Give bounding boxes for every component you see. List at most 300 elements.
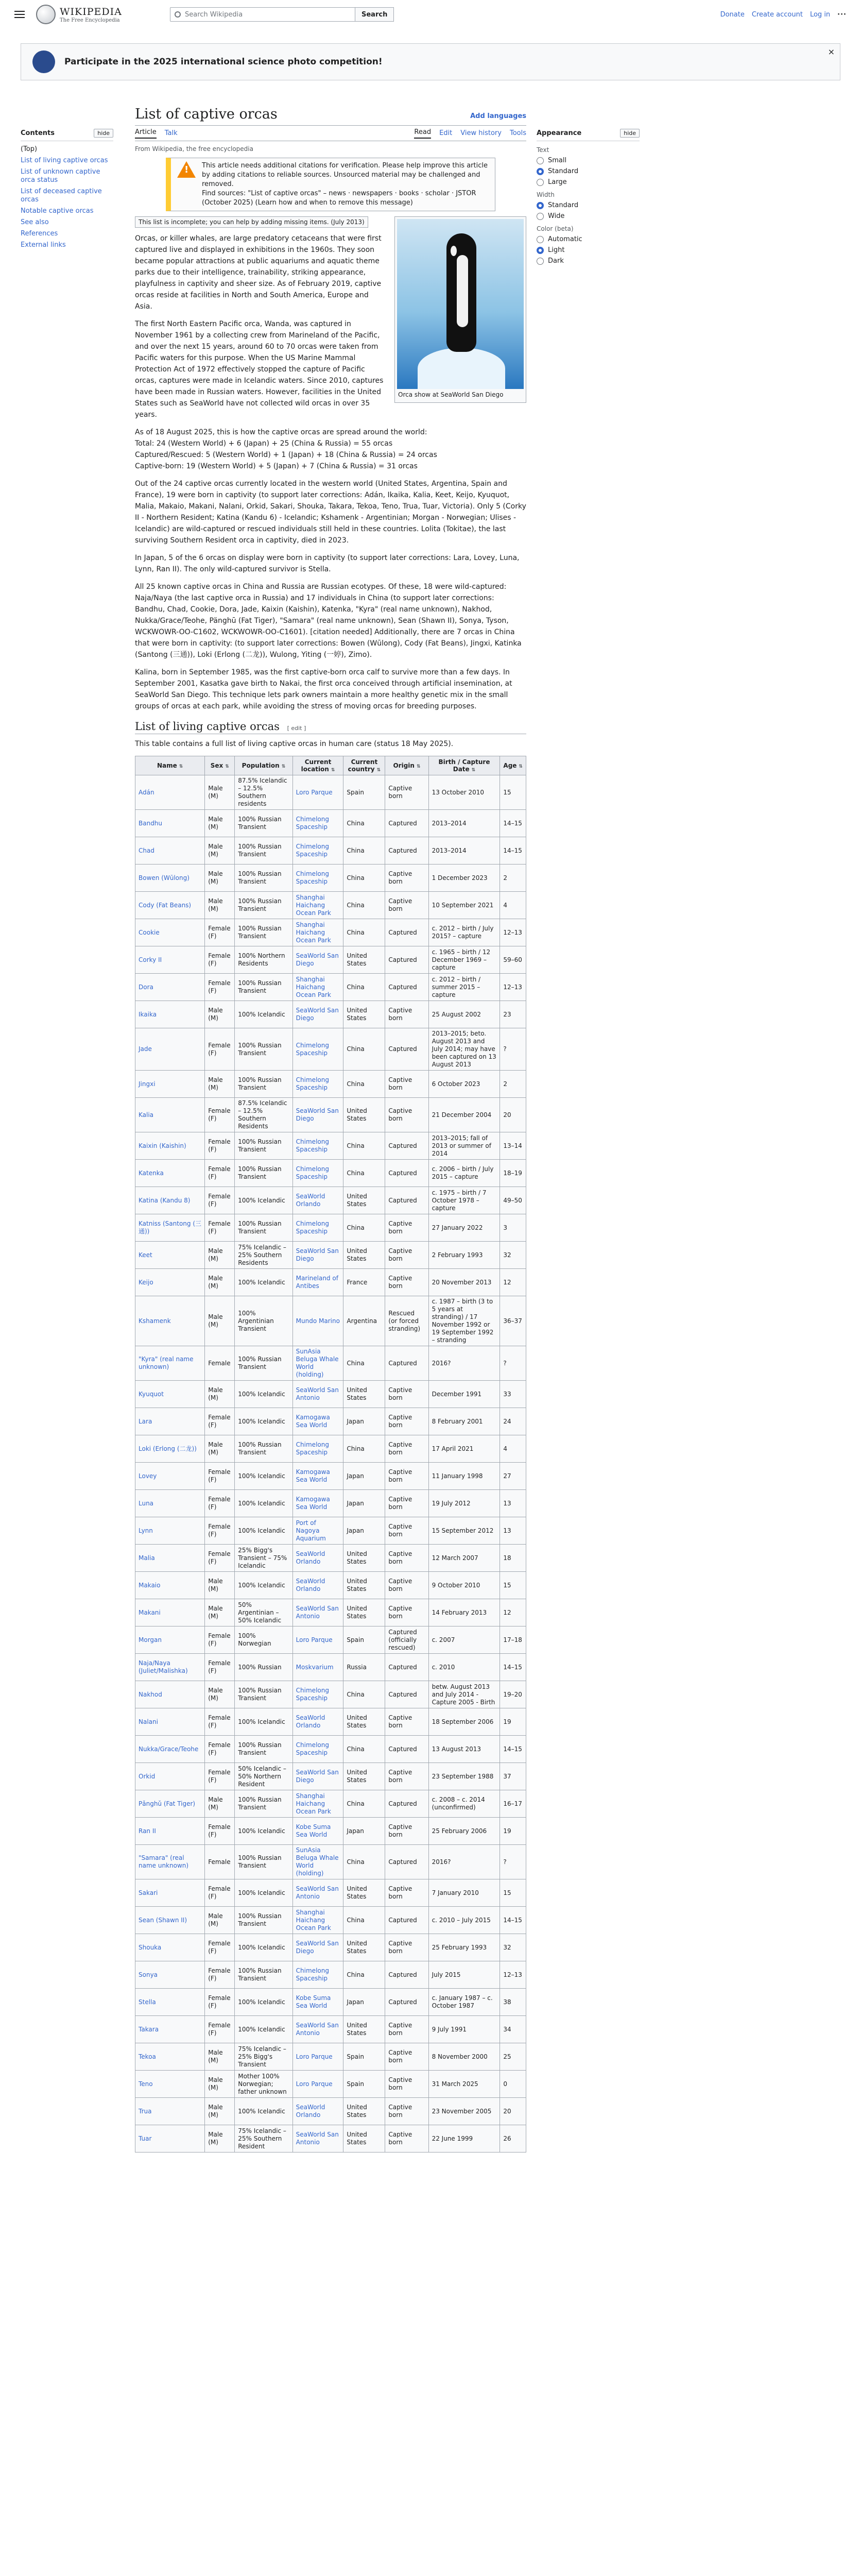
table-cell: 100% Russian Transient xyxy=(235,1961,292,1989)
user-links xyxy=(720,11,847,19)
table-row xyxy=(135,1961,526,1989)
table-cell: 23 xyxy=(500,1001,526,1028)
table-row xyxy=(135,1490,526,1517)
table-cell: United States xyxy=(343,1381,385,1408)
table-cell[interactable]: Chimelong Spaceship xyxy=(292,1071,343,1098)
table-cell[interactable]: Chad xyxy=(135,837,205,865)
table-row xyxy=(135,2071,526,2098)
table-row xyxy=(135,775,526,810)
table-cell: 100% Russian Transient xyxy=(235,1346,292,1381)
table-cell[interactable]: Chimelong Spaceship xyxy=(292,1214,343,1242)
table-cell: Male (M) xyxy=(205,2098,235,2125)
table-cell: 18–19 xyxy=(500,1160,526,1187)
table-row xyxy=(135,892,526,919)
table-cell: United States xyxy=(343,2016,385,2043)
table-cell: Captured xyxy=(385,1132,428,1160)
table-cell: Captured xyxy=(385,1989,428,2016)
table-cell: China xyxy=(343,1028,385,1071)
table-cell[interactable]: Sakari xyxy=(135,1879,205,1907)
table-cell: Argentina xyxy=(343,1296,385,1346)
radio-icon xyxy=(537,236,544,243)
table-cell[interactable]: Ikaika xyxy=(135,1001,205,1028)
table-cell: Spain xyxy=(343,1626,385,1654)
table-cell: Captive born xyxy=(385,2016,428,2043)
table-cell: Captive born xyxy=(385,1098,428,1132)
table-row xyxy=(135,1296,526,1346)
table-cell: 27 January 2022 xyxy=(428,1214,500,1242)
table-cell: Captive born xyxy=(385,2043,428,2071)
table-cell: Captive born xyxy=(385,892,428,919)
table-cell[interactable]: Luna xyxy=(135,1490,205,1517)
table-cell[interactable]: Bandhu xyxy=(135,810,205,837)
table-cell[interactable]: Kyuquot xyxy=(135,1381,205,1408)
table-row xyxy=(135,1626,526,1654)
table-cell[interactable]: Cody (Fat Beans) xyxy=(135,892,205,919)
table-cell[interactable]: Shanghai Haichang Ocean Park xyxy=(292,974,343,1001)
table-cell[interactable]: Kamogawa Sea World xyxy=(292,1463,343,1490)
table-cell: 25 August 2002 xyxy=(428,1001,500,1028)
table-cell[interactable]: Shanghai Haichang Ocean Park xyxy=(292,1907,343,1934)
table-cell[interactable]: Tuar xyxy=(135,2125,205,2153)
table-cell: Captive born xyxy=(385,1818,428,1845)
color-automatic[interactable] xyxy=(537,235,640,243)
table-row xyxy=(135,1242,526,1269)
table-cell: Male (M) xyxy=(205,2125,235,2153)
table-cell[interactable]: Chimelong Spaceship xyxy=(292,1961,343,1989)
table-cell[interactable]: Stella xyxy=(135,1989,205,2016)
table-cell: Captive born xyxy=(385,1763,428,1790)
toc-item-deceased[interactable]: List of deceased captive orcas xyxy=(21,188,102,204)
orca-eye-patch-shape xyxy=(451,246,457,256)
table-row xyxy=(135,1654,526,1681)
table-cell: Female (F) xyxy=(205,1132,235,1160)
option-label: Small xyxy=(548,157,567,164)
width-wide[interactable] xyxy=(537,212,640,220)
table-cell[interactable]: Chimelong Spaceship xyxy=(292,1736,343,1763)
table-cell: Mother 100% Norwegian; father unknown xyxy=(235,2071,292,2098)
table-cell[interactable]: Adán xyxy=(135,775,205,810)
width-label: Width xyxy=(537,191,555,198)
tagline: The Free Encyclopedia xyxy=(60,17,120,23)
table-cell: Female (F) xyxy=(205,1989,235,2016)
table-cell[interactable]: Chimelong Spaceship xyxy=(292,837,343,865)
table-cell[interactable]: Kaixin (Kaishin) xyxy=(135,1132,205,1160)
table-cell: 4 xyxy=(500,1435,526,1463)
table-cell[interactable]: Kamogawa Sea World xyxy=(292,1490,343,1517)
table-cell[interactable]: Malia xyxy=(135,1545,205,1572)
table-cell: 100% Russian Transient xyxy=(235,892,292,919)
tab-tools[interactable]: Tools xyxy=(509,129,526,137)
table-cell: United States xyxy=(343,1763,385,1790)
intro-paragraph-7: Kalina, born in September 1985, was the first captive-born orca calf to survive more than a few days. In September 2001, Kasatka gave birth to Nakai, the first orca conceived through artificial insemination, at SeaWorld San Diego. This technique lets park owners maintain a more healthy genetic mix in the small groups of orcas at each park, while avoiding the stress of moving orcas for breeding purposes. xyxy=(135,668,512,710)
toc-header xyxy=(21,129,113,141)
toc-hide-button[interactable]: hide xyxy=(94,129,113,138)
table-cell: 100% Russian Transient xyxy=(235,1907,292,1934)
table-cell: 2013–2015; fall of 2013 or summer of 2014 xyxy=(428,1132,500,1160)
table-cell: Russia xyxy=(343,1654,385,1681)
table-cell[interactable]: Marineland of Antibes xyxy=(292,1269,343,1296)
table-cell[interactable]: SeaWorld Orlando xyxy=(292,1187,343,1214)
table-cell[interactable]: Kamogawa Sea World xyxy=(292,1408,343,1435)
living-orcas-table xyxy=(135,756,526,2153)
tab-edit[interactable]: Edit xyxy=(439,129,453,137)
table-cell: 13 xyxy=(500,1517,526,1545)
table-cell[interactable]: Chimelong Spaceship xyxy=(292,1028,343,1071)
main-content xyxy=(135,106,526,2153)
table-cell: c. 2012 – birth / July 2015? – capture xyxy=(428,919,500,946)
table-cell[interactable]: Katina (Kandu 8) xyxy=(135,1187,205,1214)
table-cell[interactable]: SeaWorld San Antonio xyxy=(292,1381,343,1408)
table-cell[interactable]: Tekoa xyxy=(135,2043,205,2071)
orca-belly-shape xyxy=(457,255,468,327)
column-header-label: Current country xyxy=(348,758,378,773)
table-cell: 18 September 2006 xyxy=(428,1708,500,1736)
table-cell[interactable]: SunAsia Beluga Whale World (holding) xyxy=(292,1845,343,1879)
close-icon[interactable]: × xyxy=(828,47,835,57)
table-cell: 100% Icelandic xyxy=(235,1187,292,1214)
banner-message[interactable]: Participate in the 2025 international science photo competition! xyxy=(64,57,383,67)
toc-item-external-links[interactable]: External links xyxy=(21,241,66,249)
table-cell[interactable]: Nukka/Grace/Teohe xyxy=(135,1736,205,1763)
table-cell: Female (F) xyxy=(205,1654,235,1681)
table-cell[interactable]: Shanghai Haichang Ocean Park xyxy=(292,919,343,946)
table-cell: Female (F) xyxy=(205,1708,235,1736)
table-row xyxy=(135,810,526,837)
table-cell[interactable]: Kalia xyxy=(135,1098,205,1132)
table-cell[interactable]: Dora xyxy=(135,974,205,1001)
table-cell[interactable]: SeaWorld San Diego xyxy=(292,1098,343,1132)
table-cell: Female (F) xyxy=(205,1160,235,1187)
table-cell[interactable]: Katenka xyxy=(135,1160,205,1187)
table-cell: Female (F) xyxy=(205,946,235,974)
table-cell: Female (F) xyxy=(205,2016,235,2043)
table-cell: 19 xyxy=(500,1708,526,1736)
table-cell: Captive born xyxy=(385,1708,428,1736)
table-cell[interactable]: SeaWorld Orlando xyxy=(292,1572,343,1599)
table-cell[interactable]: SeaWorld San Antonio xyxy=(292,2125,343,2153)
sort-icon[interactable]: ⇅ xyxy=(179,764,183,769)
table-cell[interactable]: SeaWorld Orlando xyxy=(292,1708,343,1736)
text-size-large[interactable] xyxy=(537,178,640,186)
table-cell[interactable]: Lovey xyxy=(135,1463,205,1490)
table-header-row xyxy=(135,756,526,775)
appearance-hide-button[interactable]: hide xyxy=(620,129,640,138)
table-cell: Captured xyxy=(385,810,428,837)
table-cell: Japan xyxy=(343,1408,385,1435)
table-cell: Captive born xyxy=(385,1071,428,1098)
table-cell: 9 July 1991 xyxy=(428,2016,500,2043)
table-cell: Captive born xyxy=(385,2098,428,2125)
table-cell: United States xyxy=(343,1879,385,1907)
table-cell: 2016? xyxy=(428,1845,500,1879)
column-header-label: Current location xyxy=(301,758,332,773)
table-cell[interactable]: Shanghai Haichang Ocean Park xyxy=(292,1790,343,1818)
sort-icon[interactable]: ⇅ xyxy=(376,768,381,773)
table-cell: Female (F) xyxy=(205,1408,235,1435)
toc-item-top[interactable]: (Top) xyxy=(21,145,38,153)
incomplete-list-notice: This list is incomplete; you can help by adding missing items. (July 2013) xyxy=(135,216,368,228)
table-cell[interactable]: Chimelong Spaceship xyxy=(292,1435,343,1463)
table-cell[interactable]: Lara xyxy=(135,1408,205,1435)
table-cell: Male (M) xyxy=(205,775,235,810)
table-cell[interactable]: Makaio xyxy=(135,1572,205,1599)
table-row xyxy=(135,1269,526,1296)
stats-captive-born: Captive-born: 19 (Western World) + 5 (Japan) + 7 (China & Russia) = 31 orcas xyxy=(135,462,418,470)
option-label: Large xyxy=(548,178,567,186)
table-cell: China xyxy=(343,810,385,837)
table-cell[interactable]: "Samara" (real name unknown) xyxy=(135,1845,205,1879)
column-header[interactable] xyxy=(205,756,235,775)
table-cell: 11 January 1998 xyxy=(428,1463,500,1490)
title-row xyxy=(135,106,526,126)
table-cell: Captive born xyxy=(385,1269,428,1296)
table-cell[interactable]: Keijo xyxy=(135,1269,205,1296)
table-cell[interactable]: Shanghai Haichang Ocean Park xyxy=(292,892,343,919)
table-cell[interactable]: SeaWorld San Diego xyxy=(292,946,343,974)
table-cell: 16–17 xyxy=(500,1790,526,1818)
table-cell: 21 December 2004 xyxy=(428,1098,500,1132)
table-cell: Captured xyxy=(385,1790,428,1818)
table-row xyxy=(135,2016,526,2043)
sort-icon[interactable]: ⇅ xyxy=(281,764,286,769)
table-cell: Captive born xyxy=(385,775,428,810)
toc-item-see-also[interactable]: See also xyxy=(21,218,49,226)
table-cell[interactable]: Ran II xyxy=(135,1818,205,1845)
table-row xyxy=(135,2043,526,2071)
orca-show-image[interactable] xyxy=(397,219,524,389)
column-header[interactable] xyxy=(235,756,292,775)
table-cell: 32 xyxy=(500,1934,526,1961)
table-cell: Captive born xyxy=(385,865,428,892)
column-header[interactable] xyxy=(500,756,526,775)
table-cell[interactable]: Keet xyxy=(135,1242,205,1269)
create-account-link[interactable]: Create account xyxy=(751,10,803,19)
table-cell: 24 xyxy=(500,1408,526,1435)
tab-talk[interactable]: Talk xyxy=(164,129,178,137)
sort-icon[interactable]: ⇅ xyxy=(471,768,476,773)
table-cell[interactable]: Kobe Suma Sea World xyxy=(292,1818,343,1845)
more-options-icon[interactable]: ··· xyxy=(837,10,847,19)
page-title: List of captive orcas xyxy=(135,106,278,122)
intro-paragraph-4: Out of the 24 captive orcas currently located in the western world (United States, Argentina, Spain and France), 19 were born in captivity (to support later corrections: Adán, Ikaika, Kalia, Keet, Keijo, Kyuquot, Malia, Makaio, Makani, Nalani, Orkid, Sakari, Shouka, Takara, Tekoa, Teno, Trua, Tuar, Victoria). Only 5 (Corky II - Northern Resident; Katina (Kandu 6) - Icelandic; Kshamenk - Argentinian; Morgan - Norwegian; Ulises - Icelandic) are wild-captured or rescued individuals still held in these countries. Lolita (Tokitae), the last surviving Southern Resident orca in captivity, died in 2023. xyxy=(135,480,526,545)
table-cell[interactable]: SeaWorld San Diego xyxy=(292,1242,343,1269)
color-label: Color (beta) xyxy=(537,225,574,232)
table-cell[interactable]: SeaWorld San Antonio xyxy=(292,1599,343,1626)
toc-item-references[interactable]: References xyxy=(21,230,58,238)
table-cell: 15 xyxy=(500,1572,526,1599)
section-heading xyxy=(135,720,526,734)
table-cell[interactable]: Corky II xyxy=(135,946,205,974)
sort-icon[interactable]: ⇅ xyxy=(331,768,335,773)
table-cell[interactable]: SeaWorld San Diego xyxy=(292,1934,343,1961)
search-input[interactable] xyxy=(170,7,355,22)
table-row xyxy=(135,1790,526,1818)
table-cell[interactable]: Chimelong Spaceship xyxy=(292,1160,343,1187)
column-header-label: Population xyxy=(242,762,280,769)
tab-read[interactable]: Read xyxy=(414,128,431,139)
table-cell: China xyxy=(343,865,385,892)
table-cell[interactable]: Loro Parque xyxy=(292,1626,343,1654)
table-cell: 100% Russian Transient xyxy=(235,1214,292,1242)
table-cell: 8 February 2001 xyxy=(428,1408,500,1435)
table-cell[interactable]: SeaWorld San Antonio xyxy=(292,2016,343,2043)
table-cell[interactable]: Naja/Naya (Juliet/Malishka) xyxy=(135,1654,205,1681)
table-cell: United States xyxy=(343,1599,385,1626)
table-cell[interactable]: SunAsia Beluga Whale World (holding) xyxy=(292,1346,343,1381)
table-row xyxy=(135,1736,526,1763)
search-form xyxy=(170,7,394,22)
table-cell: 33 xyxy=(500,1381,526,1408)
column-header[interactable] xyxy=(343,756,385,775)
table-cell[interactable]: Makani xyxy=(135,1599,205,1626)
table-cell: 31 March 2025 xyxy=(428,2071,500,2098)
tab-history[interactable]: View history xyxy=(460,129,502,137)
find-sources-text[interactable]: Find sources: "List of captive orcas" – news · newspapers · books · scholar · JSTOR (October 2025) (Learn how and when to remove this message) xyxy=(202,190,476,207)
sort-icon[interactable]: ⇅ xyxy=(225,764,229,769)
table-cell: 75% Icelandic – 25% Southern Residents xyxy=(235,1242,292,1269)
column-header[interactable] xyxy=(135,756,205,775)
table-cell: 6 October 2023 xyxy=(428,1071,500,1098)
table-cell: 100% Icelandic xyxy=(235,1879,292,1907)
table-cell: 12 March 2007 xyxy=(428,1545,500,1572)
table-cell[interactable]: Chimelong Spaceship xyxy=(292,865,343,892)
table-cell[interactable]: Chimelong Spaceship xyxy=(292,1132,343,1160)
radio-icon xyxy=(537,179,544,186)
color-dark[interactable] xyxy=(537,257,640,265)
toc-item-notable[interactable]: Notable captive orcas xyxy=(21,207,94,215)
table-cell: 100% Russian xyxy=(235,1654,292,1681)
table-cell[interactable]: Cookie xyxy=(135,919,205,946)
table-cell[interactable]: Chimelong Spaceship xyxy=(292,1681,343,1708)
table-cell: 100% Icelandic xyxy=(235,2016,292,2043)
table-row xyxy=(135,1818,526,1845)
table-cell[interactable]: Morgan xyxy=(135,1626,205,1654)
table-cell[interactable]: SeaWorld Orlando xyxy=(292,2098,343,2125)
table-cell: Female (F) xyxy=(205,1517,235,1545)
table-cell: 37 xyxy=(500,1763,526,1790)
login-link[interactable]: Log in xyxy=(810,10,831,19)
table-cell[interactable]: Loki (Erlong (二龙)) xyxy=(135,1435,205,1463)
table-cell: 19 xyxy=(500,1818,526,1845)
table-cell: c. 2006 – birth / July 2015 – capture xyxy=(428,1160,500,1187)
table-cell: 25 February 1993 xyxy=(428,1934,500,1961)
splash-shape xyxy=(418,348,505,389)
table-cell[interactable]: "Kyra" (real name unknown) xyxy=(135,1346,205,1381)
table-cell: Male (M) xyxy=(205,1296,235,1346)
table-cell: Captive born xyxy=(385,1879,428,1907)
page-tabs xyxy=(135,126,526,141)
search-button[interactable]: Search xyxy=(355,7,394,22)
table-cell[interactable]: Sonya xyxy=(135,1961,205,1989)
table-cell: 2 xyxy=(500,865,526,892)
wikipedia-logo[interactable] xyxy=(36,5,170,24)
table-cell[interactable]: Teno xyxy=(135,2071,205,2098)
table-cell: 100% Icelandic xyxy=(235,1517,292,1545)
table-cell: 15 September 2012 xyxy=(428,1517,500,1545)
table-cell[interactable]: Katniss (Santong (三通)) xyxy=(135,1214,205,1242)
table-cell[interactable]: Pǎnghǔ (Fat Tiger) xyxy=(135,1790,205,1818)
table-cell[interactable]: Shouka xyxy=(135,1934,205,1961)
main-menu-icon[interactable] xyxy=(14,11,25,18)
table-row xyxy=(135,837,526,865)
toc-item-unknown[interactable]: List of unknown captive orca status xyxy=(21,168,100,184)
table-cell[interactable]: Loro Parque xyxy=(292,775,343,810)
table-cell[interactable]: Lynn xyxy=(135,1517,205,1545)
donate-link[interactable]: Donate xyxy=(720,10,745,19)
table-cell: Female (F) xyxy=(205,1187,235,1214)
column-header[interactable] xyxy=(385,756,428,775)
toc-item-living[interactable]: List of living captive orcas xyxy=(21,157,108,164)
table-cell: Female (F) xyxy=(205,1818,235,1845)
table-cell: 17–18 xyxy=(500,1626,526,1654)
table-cell: 50% Icelandic – 50% Northern Resident xyxy=(235,1763,292,1790)
table-cell[interactable]: Jade xyxy=(135,1028,205,1071)
section-edit-link[interactable]: [ edit ] xyxy=(287,725,306,732)
table-cell: 100% Icelandic xyxy=(235,1408,292,1435)
table-cell: 19 July 2012 xyxy=(428,1490,500,1517)
table-cell: Japan xyxy=(343,1517,385,1545)
table-cell[interactable]: Chimelong Spaceship xyxy=(292,810,343,837)
table-cell[interactable]: Sean (Shawn II) xyxy=(135,1907,205,1934)
text-size-standard[interactable] xyxy=(537,167,640,175)
width-standard[interactable] xyxy=(537,201,640,209)
table-cell[interactable]: Port of Nagoya Aquarium xyxy=(292,1517,343,1545)
column-header[interactable] xyxy=(428,756,500,775)
table-cell: c. 2007 xyxy=(428,1626,500,1654)
color-light[interactable] xyxy=(537,246,640,254)
column-header-label: Sex xyxy=(210,762,223,769)
table-cell[interactable]: Moskvarium xyxy=(292,1654,343,1681)
table-cell[interactable]: SeaWorld San Antonio xyxy=(292,1879,343,1907)
table-cell[interactable]: Mundo Marino xyxy=(292,1296,343,1346)
table-cell: c. 1965 – birth / 12 December 1969 – capture xyxy=(428,946,500,974)
text-size-small[interactable] xyxy=(537,157,640,164)
table-cell[interactable]: Loro Parque xyxy=(292,2071,343,2098)
table-cell[interactable]: Kobe Suma Sea World xyxy=(292,1989,343,2016)
table-cell[interactable]: Nakhod xyxy=(135,1681,205,1708)
column-header[interactable] xyxy=(292,756,343,775)
table-cell[interactable]: SeaWorld Orlando xyxy=(292,1545,343,1572)
sort-icon[interactable]: ⇅ xyxy=(519,764,523,769)
table-cell: 14–15 xyxy=(500,810,526,837)
table-cell[interactable]: Jingxi xyxy=(135,1071,205,1098)
table-cell[interactable]: Kshamenk xyxy=(135,1296,205,1346)
table-row xyxy=(135,1435,526,1463)
table-cell[interactable]: Orkid xyxy=(135,1763,205,1790)
sort-icon[interactable]: ⇅ xyxy=(416,764,421,769)
table-cell[interactable]: Nalani xyxy=(135,1708,205,1736)
table-cell[interactable]: Loro Parque xyxy=(292,2043,343,2071)
search-placeholder: Search Wikipedia xyxy=(185,10,243,19)
table-cell[interactable]: SeaWorld San Diego xyxy=(292,1001,343,1028)
table-cell: c. 2010 xyxy=(428,1654,500,1681)
add-languages-button[interactable]: Add languages xyxy=(470,112,526,120)
table-cell[interactable]: Trua xyxy=(135,2098,205,2125)
option-label: Standard xyxy=(548,201,579,209)
table-cell: 100% Russian Transient xyxy=(235,1845,292,1879)
table-cell: Japan xyxy=(343,1490,385,1517)
table-cell: 100% Russian Transient xyxy=(235,837,292,865)
table-cell: 1 December 2023 xyxy=(428,865,500,892)
table-cell: Captured xyxy=(385,1845,428,1879)
table-cell: China xyxy=(343,919,385,946)
tab-article[interactable]: Article xyxy=(135,128,157,139)
table-cell[interactable]: SeaWorld San Diego xyxy=(292,1763,343,1790)
table-cell[interactable]: Takara xyxy=(135,2016,205,2043)
table-cell: ? xyxy=(500,1346,526,1381)
table-cell: Captive born xyxy=(385,1381,428,1408)
table-cell[interactable]: Bowen (Wūlong) xyxy=(135,865,205,892)
